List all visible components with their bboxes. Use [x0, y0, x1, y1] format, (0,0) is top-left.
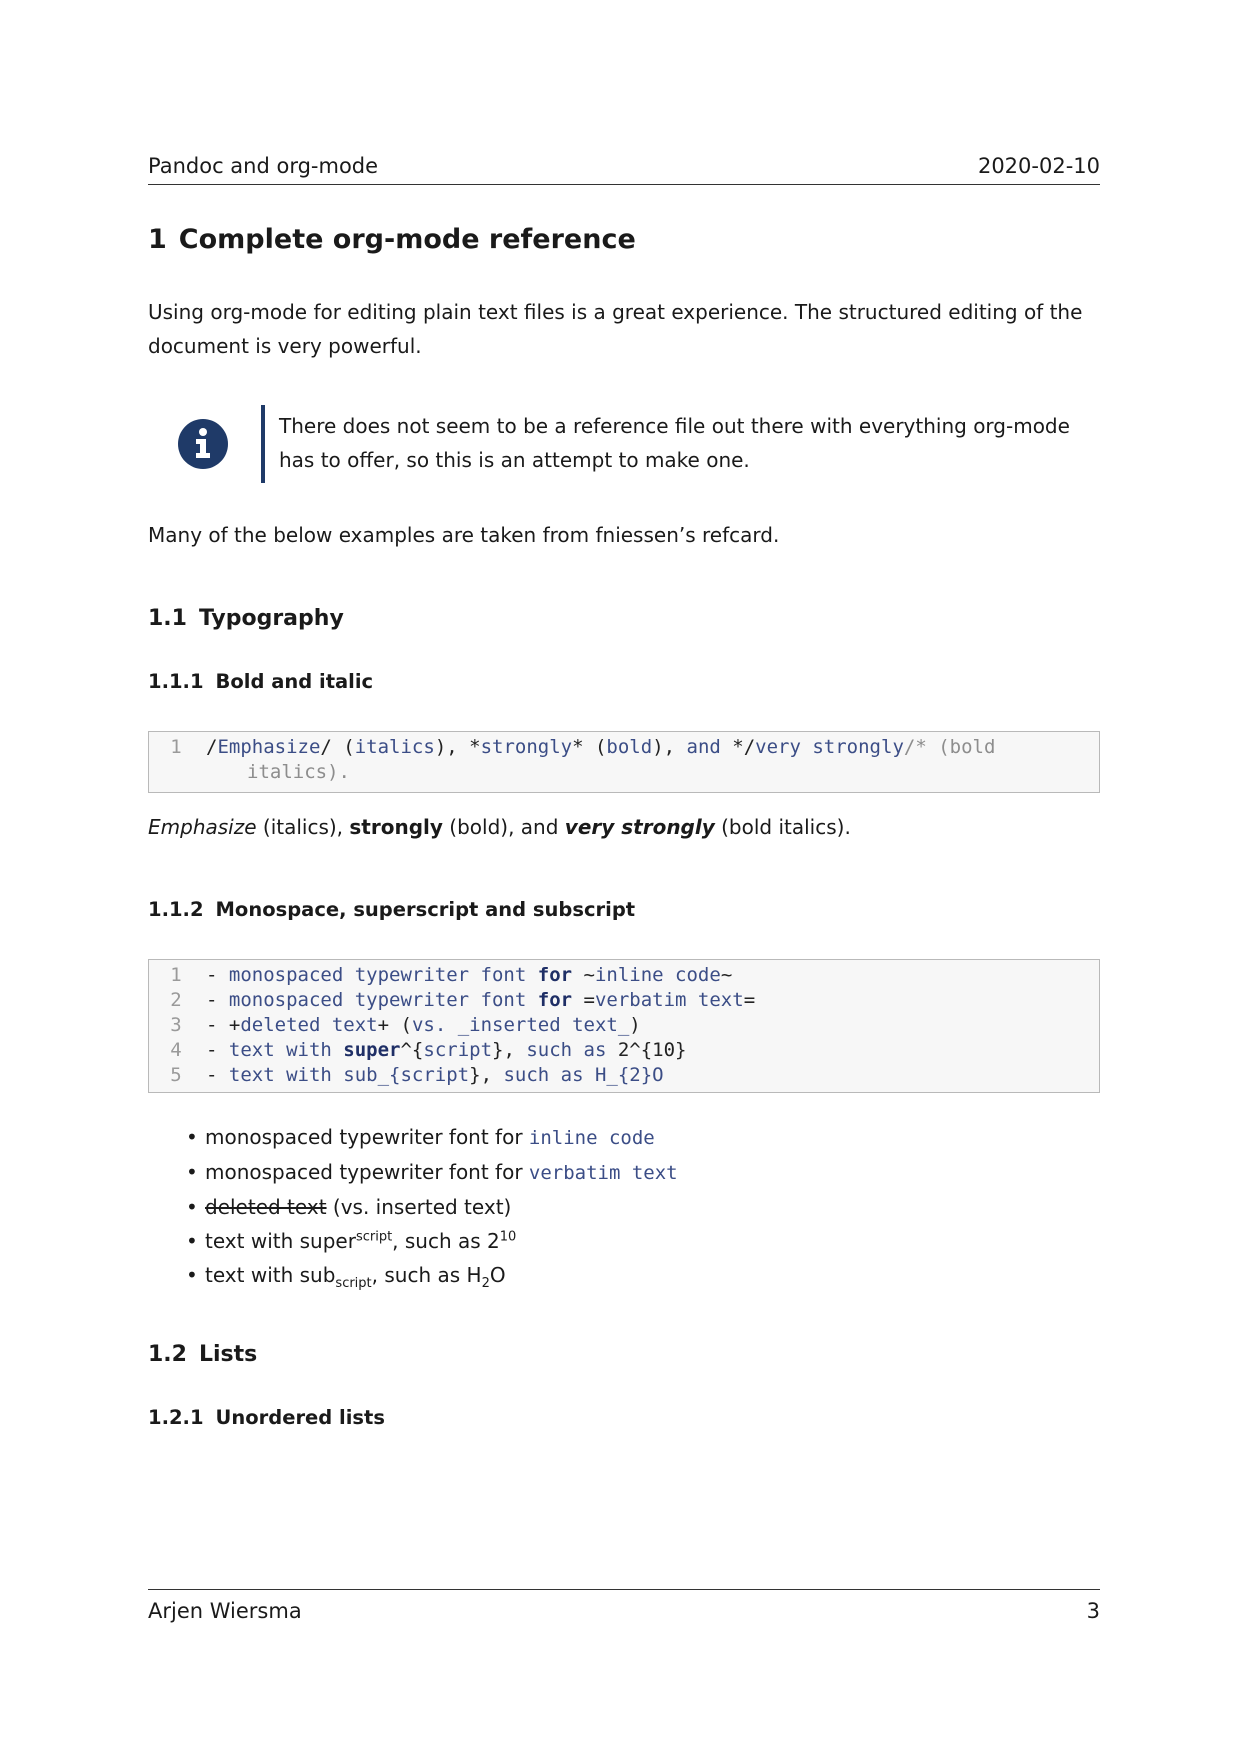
- section-title: Monospace, superscript and subscript: [215, 898, 636, 921]
- section-title: Complete org-mode reference: [178, 224, 636, 255]
- line-number: 1: [170, 736, 182, 758]
- code-line: 1 - monospaced typewriter font for ~inline code~: [170, 964, 733, 986]
- footer-author: Arjen Wiersma: [148, 1599, 302, 1623]
- section-number: 1.1: [148, 606, 187, 631]
- section-heading-1-1-1: [148, 668, 373, 696]
- section-number: 1.1.1: [148, 670, 204, 693]
- section-title: Typography: [198, 606, 344, 631]
- info-icon: [178, 419, 228, 469]
- section-title: Lists: [198, 1342, 258, 1367]
- section-title: Bold and italic: [215, 670, 374, 693]
- code-line-wrap: italics).: [247, 761, 350, 783]
- code-block-monospace: [148, 959, 1100, 1093]
- page-footer: [148, 1597, 1100, 1625]
- rendered-list: [148, 1120, 678, 1292]
- section-heading-1-2: [148, 1340, 257, 1370]
- info-note: [148, 405, 1100, 483]
- list-item: • deleted text (vs. inserted text): [148, 1190, 678, 1224]
- list-item: • text with super$^{script}$, such as $2^{10}$: [148, 1224, 678, 1258]
- section-heading-1-1-2: [148, 896, 635, 924]
- code-block-bold-italic: [148, 731, 1100, 793]
- code-line: 1 /Emphasize/ (italics), *strongly* (bold), and */very strongly/* (bold: [149, 735, 1099, 760]
- note-accent-bar: [261, 405, 265, 483]
- refcard-paragraph: Many of the below examples are taken from fniessen’s refcard.: [148, 523, 780, 547]
- code-line: 2 - monospaced typewriter font for =verbatim text=: [170, 989, 756, 1011]
- section-heading-1: [148, 220, 636, 260]
- section-number: 1.2.1: [148, 1406, 204, 1429]
- section-title: Unordered lists: [215, 1406, 385, 1429]
- header-title: Pandoc and org-mode: [148, 154, 379, 178]
- document-page: [148, 0, 1100, 1754]
- section-heading-1-2-1: [148, 1404, 385, 1432]
- section-heading-1-1: [148, 604, 344, 634]
- note-text: There does not seem to be a reference file out there with everything org-mode has to offer, so this is an attempt to make one.: [279, 414, 1070, 472]
- header-date: 2020-02-10: [977, 154, 1100, 178]
- rendered-emphasis-paragraph: Emphasize (italics), strongly (bold), and very strongly (bold italics).: [148, 815, 851, 839]
- page-number: 3: [1086, 1599, 1100, 1623]
- list-item: • monospaced typewriter font for verbatim text: [148, 1155, 678, 1190]
- page-header: [148, 152, 1100, 185]
- section-number: 1: [148, 224, 167, 255]
- list-item: • text with sub$_{script}$, such as $H_2O$: [148, 1258, 678, 1292]
- section-number: 1.1.2: [148, 898, 204, 921]
- footer-rule: [148, 1589, 1100, 1590]
- intro-paragraph: Using org-mode for editing plain text files is a great experience. The structured editing of the document is very powerful.: [148, 300, 1083, 358]
- code-line: 3 - +deleted text+ (vs. _inserted text_): [170, 1014, 641, 1036]
- code-line: 4 - text with super^{script}, such as 2^{10}: [170, 1039, 687, 1061]
- code-line: 5 - text with sub_{script}, such as H_{2}O: [170, 1064, 664, 1086]
- list-item: • monospaced typewriter font for inline code: [148, 1120, 678, 1155]
- section-number: 1.2: [148, 1342, 187, 1367]
